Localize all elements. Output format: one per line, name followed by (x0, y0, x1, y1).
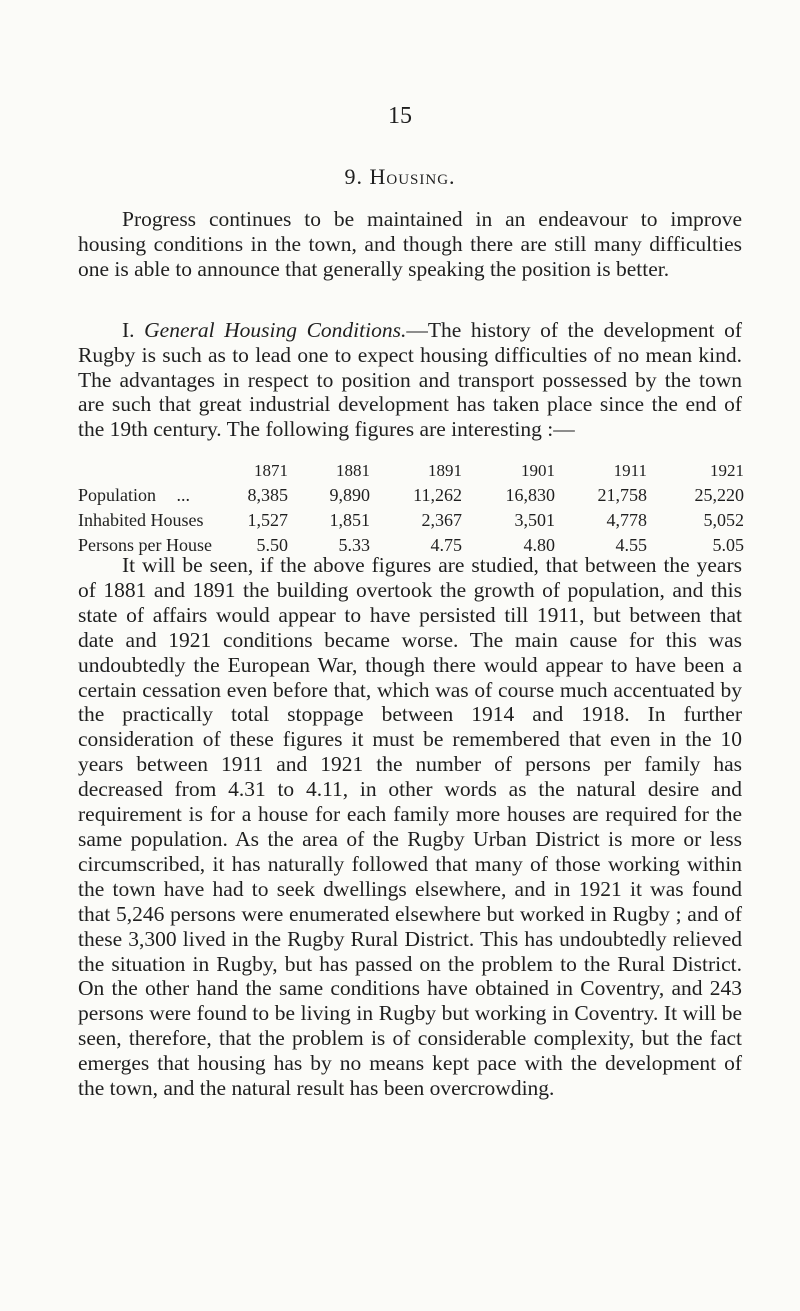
row-label (78, 483, 233, 508)
subsection-label: I. (122, 318, 135, 342)
page-number: 15 (388, 103, 412, 129)
year-header: 1911 (613, 461, 647, 480)
year-header: 1891 (428, 461, 462, 480)
subsection-heading: General Housing Conditions. (144, 318, 407, 342)
table-cell: 8,385 (247, 485, 288, 505)
table-corner (78, 458, 233, 483)
intro-paragraph: Progress continues to be maintained in an endeavour to improve housing conditions in the town, and though there are still many difficulties one is able to announce that generally speaking the position is better. (78, 207, 742, 281)
table-cell: 2,367 (421, 510, 462, 530)
general-conditions-paragraph (78, 318, 742, 442)
table-cell: 4.80 (523, 535, 555, 555)
table-header-row (78, 458, 744, 483)
row-label: Inhabited Houses (78, 510, 204, 530)
table-cell: 5.33 (338, 535, 370, 555)
analysis-paragraph: It will be seen, if the above figures are studied, that between the years of 1881 and 1891 the building overtook the growth of population, and this state of affairs would appear to have persisted till 1911, but between that date and 1921 conditions became worse. The main cause for this was undoubtedly the European War, though there would appear to have been a certain cessation even before that, which was of course much accentuated by the practically total stoppage between 1914 and 1918. In further consideration of these figures it must be remembered that even in the 10 years between 1911 and 1921 the number of persons per family has decreased from 4.31 to 4.11, in other words as the natural desire and requirement is for a house for each family more houses are required for the same population. As the area of the Rugby Urban District is more or less circumscribed, it has naturally followed that many of those working within the town have had to seek dwellings elsewhere, and in 1921 it was found that 5,246 persons were enumerated elsewhere but worked in Rugby ; and of these 3,300 lived in the Rugby Rural District. This has undoubtedly relieved the situation in Rugby, but has passed on the problem to the Rural District. On the other hand the same conditions have obtained in Coventry, and 243 persons were found to be living in Rugby but working in Coventry. It will be seen, therefore, that the problem is of considerable complexity, but the fact emerges that housing has by no means kept pace with the development of the town, and the natural result has been overcrowding. (78, 553, 742, 1101)
table-cell: 1,851 (329, 510, 370, 530)
section-heading (0, 163, 800, 191)
leader-dots: ... (176, 485, 191, 505)
section-title: Housing. (369, 164, 456, 189)
table-cell: 4.75 (430, 535, 462, 555)
general-conditions-text: —The history of the development of Rugby is such as to lead one to expect housing difficulties of no mean kind. The advantages in respect to position and transport possessed by the town are such that great industrial development has taken place since the end of the 19th century. The following figures are interesting :— (78, 318, 742, 442)
table-row (78, 508, 744, 533)
table-cell: 9,890 (329, 485, 370, 505)
table-cell: 25,220 (694, 485, 744, 505)
table-cell: 5.05 (712, 535, 744, 555)
table-cell: 3,501 (514, 510, 555, 530)
table-cell: 5.50 (256, 535, 288, 555)
row-label-text: Population (78, 485, 157, 505)
table-cell: 5,052 (703, 510, 744, 530)
year-header: 1921 (710, 461, 744, 480)
year-header: 1881 (336, 461, 370, 480)
section-number: 9. (344, 164, 363, 189)
table-cell: 4,778 (606, 510, 647, 530)
year-header: 1901 (521, 461, 555, 480)
table-cell: 21,758 (597, 485, 647, 505)
table-cell: 11,262 (413, 485, 462, 505)
table-row (78, 483, 744, 508)
row-label: Persons per House (78, 535, 212, 555)
table-cell: 1,527 (247, 510, 288, 530)
table-cell: 16,830 (505, 485, 555, 505)
year-header: 1871 (254, 461, 288, 480)
housing-figures-table (78, 458, 744, 558)
table-cell: 4.55 (615, 535, 647, 555)
